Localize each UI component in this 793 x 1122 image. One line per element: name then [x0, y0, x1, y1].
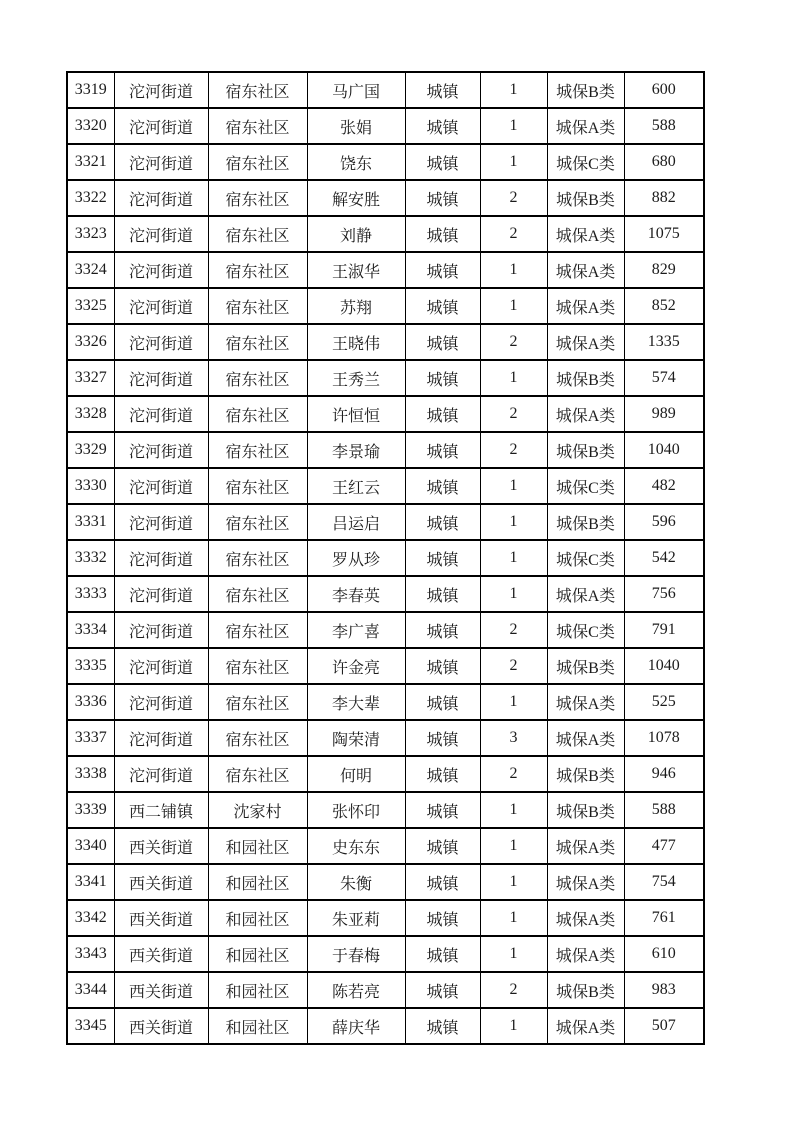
cell-name: 李广喜 [307, 612, 405, 648]
cell-residence-type: 城镇 [405, 828, 480, 864]
cell-name: 刘静 [307, 216, 405, 252]
cell-person-count: 2 [480, 396, 547, 432]
table-row [67, 756, 704, 792]
table-row [67, 360, 704, 396]
table-row [67, 108, 704, 144]
cell-serial: 3328 [67, 396, 114, 432]
cell-community: 宿东社区 [208, 612, 307, 648]
cell-serial: 3339 [67, 792, 114, 828]
cell-name: 许恒恒 [307, 396, 405, 432]
table-row [67, 72, 704, 108]
cell-residence-type: 城镇 [405, 288, 480, 324]
cell-residence-type: 城镇 [405, 360, 480, 396]
cell-amount: 791 [624, 612, 704, 648]
table-row [67, 252, 704, 288]
cell-amount: 1040 [624, 648, 704, 684]
cell-serial: 3335 [67, 648, 114, 684]
cell-category: 城保B类 [547, 756, 624, 792]
cell-name: 马广国 [307, 72, 405, 108]
cell-residence-type: 城镇 [405, 684, 480, 720]
cell-amount: 829 [624, 252, 704, 288]
cell-amount: 983 [624, 972, 704, 1008]
cell-person-count: 1 [480, 828, 547, 864]
cell-residence-type: 城镇 [405, 612, 480, 648]
cell-category: 城保B类 [547, 648, 624, 684]
cell-amount: 1075 [624, 216, 704, 252]
cell-street: 沱河街道 [114, 432, 208, 468]
cell-name: 陈若亮 [307, 972, 405, 1008]
cell-community: 宿东社区 [208, 108, 307, 144]
cell-serial: 3333 [67, 576, 114, 612]
cell-residence-type: 城镇 [405, 72, 480, 108]
cell-serial: 3321 [67, 144, 114, 180]
cell-category: 城保C类 [547, 144, 624, 180]
table-row [67, 288, 704, 324]
cell-community: 宿东社区 [208, 684, 307, 720]
cell-community: 宿东社区 [208, 396, 307, 432]
table-container [66, 71, 705, 1045]
cell-name: 何明 [307, 756, 405, 792]
cell-street: 沱河街道 [114, 180, 208, 216]
table-row [67, 216, 704, 252]
table-row [67, 972, 704, 1008]
cell-name: 罗从珍 [307, 540, 405, 576]
cell-street: 沱河街道 [114, 720, 208, 756]
cell-person-count: 2 [480, 432, 547, 468]
table-row [67, 576, 704, 612]
cell-name: 张怀印 [307, 792, 405, 828]
cell-community: 宿东社区 [208, 288, 307, 324]
cell-community: 宿东社区 [208, 468, 307, 504]
cell-name: 史东东 [307, 828, 405, 864]
cell-street: 沱河街道 [114, 468, 208, 504]
cell-residence-type: 城镇 [405, 144, 480, 180]
cell-street: 西关街道 [114, 828, 208, 864]
cell-street: 沱河街道 [114, 504, 208, 540]
cell-amount: 989 [624, 396, 704, 432]
table-row [67, 720, 704, 756]
cell-amount: 600 [624, 72, 704, 108]
cell-category: 城保A类 [547, 1008, 624, 1044]
cell-street: 沱河街道 [114, 288, 208, 324]
cell-street: 西关街道 [114, 972, 208, 1008]
cell-residence-type: 城镇 [405, 972, 480, 1008]
cell-category: 城保A类 [547, 720, 624, 756]
cell-name: 解安胜 [307, 180, 405, 216]
cell-residence-type: 城镇 [405, 432, 480, 468]
cell-serial: 3323 [67, 216, 114, 252]
cell-residence-type: 城镇 [405, 756, 480, 792]
cell-street: 沱河街道 [114, 648, 208, 684]
table-row [67, 684, 704, 720]
cell-category: 城保A类 [547, 936, 624, 972]
cell-name: 王淑华 [307, 252, 405, 288]
cell-street: 西关街道 [114, 936, 208, 972]
cell-category: 城保B类 [547, 360, 624, 396]
cell-category: 城保A类 [547, 396, 624, 432]
cell-amount: 477 [624, 828, 704, 864]
cell-serial: 3326 [67, 324, 114, 360]
cell-street: 沱河街道 [114, 360, 208, 396]
cell-residence-type: 城镇 [405, 792, 480, 828]
table-row [67, 1008, 704, 1044]
cell-residence-type: 城镇 [405, 396, 480, 432]
table-row [67, 504, 704, 540]
cell-amount: 542 [624, 540, 704, 576]
cell-community: 宿东社区 [208, 144, 307, 180]
cell-residence-type: 城镇 [405, 252, 480, 288]
cell-community: 和园社区 [208, 864, 307, 900]
cell-serial: 3325 [67, 288, 114, 324]
cell-category: 城保B类 [547, 72, 624, 108]
cell-amount: 525 [624, 684, 704, 720]
cell-residence-type: 城镇 [405, 504, 480, 540]
cell-residence-type: 城镇 [405, 648, 480, 684]
cell-serial: 3336 [67, 684, 114, 720]
cell-street: 沱河街道 [114, 540, 208, 576]
cell-street: 西关街道 [114, 864, 208, 900]
cell-name: 李大辈 [307, 684, 405, 720]
cell-category: 城保A类 [547, 324, 624, 360]
cell-name: 吕运启 [307, 504, 405, 540]
cell-name: 李景瑜 [307, 432, 405, 468]
cell-person-count: 1 [480, 864, 547, 900]
cell-street: 沱河街道 [114, 324, 208, 360]
table-row [67, 864, 704, 900]
cell-category: 城保C类 [547, 540, 624, 576]
cell-category: 城保B类 [547, 972, 624, 1008]
cell-serial: 3345 [67, 1008, 114, 1044]
table-row [67, 396, 704, 432]
cell-residence-type: 城镇 [405, 468, 480, 504]
cell-amount: 882 [624, 180, 704, 216]
cell-amount: 754 [624, 864, 704, 900]
cell-category: 城保A类 [547, 900, 624, 936]
cell-amount: 482 [624, 468, 704, 504]
cell-serial: 3334 [67, 612, 114, 648]
cell-person-count: 2 [480, 324, 547, 360]
cell-residence-type: 城镇 [405, 180, 480, 216]
cell-person-count: 2 [480, 972, 547, 1008]
cell-street: 沱河街道 [114, 252, 208, 288]
table-row [67, 648, 704, 684]
cell-street: 西二铺镇 [114, 792, 208, 828]
cell-residence-type: 城镇 [405, 216, 480, 252]
cell-person-count: 1 [480, 504, 547, 540]
cell-name: 饶东 [307, 144, 405, 180]
cell-name: 李春英 [307, 576, 405, 612]
cell-community: 和园社区 [208, 972, 307, 1008]
cell-serial: 3330 [67, 468, 114, 504]
cell-serial: 3338 [67, 756, 114, 792]
table-row [67, 792, 704, 828]
cell-category: 城保A类 [547, 216, 624, 252]
cell-category: 城保A类 [547, 288, 624, 324]
cell-serial: 3324 [67, 252, 114, 288]
benefits-table [66, 71, 705, 1045]
cell-community: 沈家村 [208, 792, 307, 828]
cell-residence-type: 城镇 [405, 1008, 480, 1044]
cell-amount: 852 [624, 288, 704, 324]
cell-serial: 3327 [67, 360, 114, 396]
cell-street: 沱河街道 [114, 72, 208, 108]
cell-person-count: 2 [480, 756, 547, 792]
table-row [67, 144, 704, 180]
cell-person-count: 1 [480, 936, 547, 972]
cell-residence-type: 城镇 [405, 864, 480, 900]
cell-community: 宿东社区 [208, 324, 307, 360]
cell-category: 城保C类 [547, 612, 624, 648]
cell-category: 城保A类 [547, 864, 624, 900]
cell-residence-type: 城镇 [405, 108, 480, 144]
cell-category: 城保B类 [547, 432, 624, 468]
cell-person-count: 1 [480, 144, 547, 180]
cell-serial: 3344 [67, 972, 114, 1008]
cell-serial: 3332 [67, 540, 114, 576]
cell-name: 王红云 [307, 468, 405, 504]
cell-person-count: 2 [480, 648, 547, 684]
cell-person-count: 1 [480, 900, 547, 936]
cell-category: 城保A类 [547, 684, 624, 720]
cell-category: 城保A类 [547, 252, 624, 288]
cell-street: 沱河街道 [114, 612, 208, 648]
cell-category: 城保B类 [547, 792, 624, 828]
cell-amount: 1040 [624, 432, 704, 468]
table-body [67, 72, 704, 1044]
table-row [67, 324, 704, 360]
cell-category: 城保C类 [547, 468, 624, 504]
table-row [67, 432, 704, 468]
cell-name: 于春梅 [307, 936, 405, 972]
cell-serial: 3319 [67, 72, 114, 108]
cell-amount: 1335 [624, 324, 704, 360]
cell-category: 城保A类 [547, 828, 624, 864]
cell-name: 许金亮 [307, 648, 405, 684]
cell-community: 宿东社区 [208, 648, 307, 684]
cell-street: 沱河街道 [114, 684, 208, 720]
cell-name: 陶荣清 [307, 720, 405, 756]
cell-serial: 3340 [67, 828, 114, 864]
cell-residence-type: 城镇 [405, 936, 480, 972]
cell-amount: 756 [624, 576, 704, 612]
cell-serial: 3343 [67, 936, 114, 972]
cell-name: 王晓伟 [307, 324, 405, 360]
cell-person-count: 1 [480, 468, 547, 504]
cell-amount: 1078 [624, 720, 704, 756]
cell-community: 宿东社区 [208, 72, 307, 108]
cell-community: 宿东社区 [208, 252, 307, 288]
cell-community: 宿东社区 [208, 576, 307, 612]
cell-amount: 761 [624, 900, 704, 936]
table-row [67, 900, 704, 936]
cell-category: 城保A类 [547, 576, 624, 612]
cell-residence-type: 城镇 [405, 720, 480, 756]
cell-street: 沱河街道 [114, 396, 208, 432]
cell-street: 沱河街道 [114, 216, 208, 252]
cell-community: 宿东社区 [208, 432, 307, 468]
cell-person-count: 1 [480, 252, 547, 288]
cell-person-count: 1 [480, 108, 547, 144]
cell-community: 和园社区 [208, 936, 307, 972]
cell-community: 和园社区 [208, 828, 307, 864]
cell-name: 薛庆华 [307, 1008, 405, 1044]
cell-community: 宿东社区 [208, 756, 307, 792]
cell-street: 沱河街道 [114, 576, 208, 612]
table-row [67, 828, 704, 864]
cell-street: 沱河街道 [114, 108, 208, 144]
cell-serial: 3329 [67, 432, 114, 468]
cell-residence-type: 城镇 [405, 900, 480, 936]
cell-amount: 596 [624, 504, 704, 540]
cell-person-count: 1 [480, 540, 547, 576]
cell-category: 城保B类 [547, 180, 624, 216]
cell-serial: 3320 [67, 108, 114, 144]
cell-community: 和园社区 [208, 1008, 307, 1044]
cell-amount: 588 [624, 792, 704, 828]
cell-person-count: 1 [480, 792, 547, 828]
cell-street: 沱河街道 [114, 144, 208, 180]
cell-person-count: 1 [480, 576, 547, 612]
cell-serial: 3342 [67, 900, 114, 936]
cell-street: 西关街道 [114, 1008, 208, 1044]
cell-person-count: 2 [480, 180, 547, 216]
cell-community: 宿东社区 [208, 540, 307, 576]
cell-amount: 610 [624, 936, 704, 972]
cell-amount: 588 [624, 108, 704, 144]
cell-residence-type: 城镇 [405, 540, 480, 576]
table-row [67, 540, 704, 576]
cell-street: 西关街道 [114, 900, 208, 936]
cell-person-count: 1 [480, 72, 547, 108]
cell-name: 朱亚莉 [307, 900, 405, 936]
cell-person-count: 2 [480, 216, 547, 252]
cell-serial: 3322 [67, 180, 114, 216]
cell-amount: 680 [624, 144, 704, 180]
cell-residence-type: 城镇 [405, 576, 480, 612]
cell-category: 城保A类 [547, 108, 624, 144]
table-row [67, 612, 704, 648]
cell-person-count: 2 [480, 612, 547, 648]
table-row [67, 468, 704, 504]
cell-community: 宿东社区 [208, 720, 307, 756]
cell-street: 沱河街道 [114, 756, 208, 792]
cell-name: 朱衡 [307, 864, 405, 900]
cell-community: 宿东社区 [208, 180, 307, 216]
cell-amount: 507 [624, 1008, 704, 1044]
table-row [67, 936, 704, 972]
cell-category: 城保B类 [547, 504, 624, 540]
cell-person-count: 1 [480, 360, 547, 396]
cell-person-count: 1 [480, 288, 547, 324]
cell-community: 宿东社区 [208, 504, 307, 540]
cell-serial: 3331 [67, 504, 114, 540]
table-row [67, 180, 704, 216]
cell-serial: 3337 [67, 720, 114, 756]
cell-community: 宿东社区 [208, 216, 307, 252]
cell-name: 王秀兰 [307, 360, 405, 396]
cell-person-count: 3 [480, 720, 547, 756]
cell-person-count: 1 [480, 1008, 547, 1044]
cell-name: 张娟 [307, 108, 405, 144]
cell-community: 和园社区 [208, 900, 307, 936]
cell-name: 苏翔 [307, 288, 405, 324]
cell-serial: 3341 [67, 864, 114, 900]
cell-community: 宿东社区 [208, 360, 307, 396]
cell-person-count: 1 [480, 684, 547, 720]
cell-amount: 574 [624, 360, 704, 396]
cell-residence-type: 城镇 [405, 324, 480, 360]
cell-amount: 946 [624, 756, 704, 792]
